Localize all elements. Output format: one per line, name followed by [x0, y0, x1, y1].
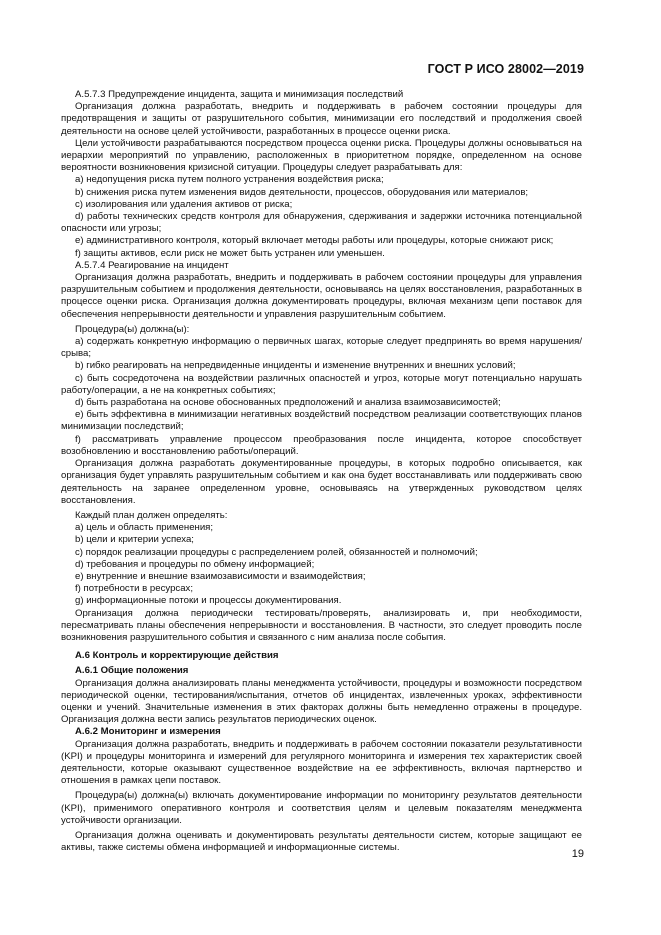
list-item: a) содержать конкретную информацию о первичных шагах, которые следует предпринять во время нарушения/срыва;: [61, 336, 582, 360]
list-item: a) недопущения риска путем полного устранения воздействия риска;: [75, 174, 384, 186]
subsection-heading: А.5.7.3 Предупреждение инцидента, защита и минимизация последствий: [75, 89, 404, 100]
list-item: b) цели и критерии успеха;: [75, 534, 194, 546]
list-item: f) рассматривать управление процессом преобразования после инцидента, которое способствует возобновлению и восстановлению работы/операций.: [61, 433, 582, 457]
paragraph: Цели устойчивости разрабатываются посредством процесса оценки риска. Процедуры должны основываться на иерархии мероприятий по управлению, расположенных в приоритетном порядке, определенном на основе вероятности возникновения кризисной ситуации. Процедуры следует разрабатывать для:: [61, 137, 582, 174]
section-heading: А.6 Контроль и корректирующие действия: [75, 650, 279, 662]
paragraph: Организация должна оценивать и документировать результаты деятельности систем, которые защищают ее активы, также системы обмена информацией и информационные системы.: [61, 829, 582, 854]
paragraph: Организация должна разработать, внедрить и поддерживать в рабочем состоянии процедуры для предотвращения и защиты от разрушительного события, минимизации его последствий и продолжения своей деятельности на основе целей устойчивости, разработанных в процессе оценки риска.: [61, 101, 582, 137]
list-item: e) быть эффективна в минимизации негативных воздействий посредством реализации соответствующих планов минимизации последствий;: [61, 409, 582, 433]
list-item: f) защиты активов, если риск не может быть устранен или уменьшен.: [75, 247, 385, 259]
list-item: d) требования и процедуры по обмену информацией;: [75, 558, 315, 570]
paragraph: Организация должна разработать, внедрить и поддерживать в рабочем состоянии показатели результативности (KPI) и процедуры мониторинга и измерений для регулярного мониторинга и измерения тех характеристик своей деятельности, которые оказывают существенное воздействие на ее эффективность, включая партнерство и отношения в рамках цепи поставок.: [61, 738, 582, 787]
list-item: b) снижения риска путем изменения видов деятельности, процессов, оборудования или материалов;: [75, 186, 529, 198]
subsection-heading: А.5.7.4 Реагирование на инцидент: [75, 259, 229, 271]
page-content: [61, 89, 582, 854]
list-item: d) работы технических средств контроля для обнаружения, сдерживания и задержки источника потенциальной опасности или угрозы;: [61, 211, 582, 235]
paragraph: Организация должна периодически тестировать/проверять, анализировать и, при необходимости, пересматривать планы обеспечения непрерывности и восстановления. В частности, это следует проводить после возникновения разрушительного события и связанного с ним анализа после события.: [61, 607, 582, 643]
list-item: d) быть разработана на основе обоснованных предположений и анализа взаимозависимостей;: [75, 397, 501, 409]
list-item: b) гибко реагировать на непредвиденные инциденты и изменение внутренних и внешних условий;: [75, 360, 516, 372]
section-heading: А.6.1 Общие положения: [75, 665, 189, 677]
list-item: e) внутренние и внешние взаимозависимости и взаимодействия;: [75, 570, 366, 582]
page-number: 19: [571, 848, 584, 860]
list-item: a) цель и область применения;: [75, 522, 214, 534]
paragraph: Организация должна разработать, внедрить и поддерживать в рабочем состоянии процедуры для управления разрушительным событием и продолжения деятельности, основываясь на целях восстановления, разработанных в процессе оценки риска. Организация должна документировать процедуры, включая механизм цепи поставок для обеспечения непрерывности деятельности и управления разрушительным событием.: [61, 272, 582, 320]
paragraph: Организация должна анализировать планы менеджмента устойчивости, процедуры и возможности посредством периодической оценки, тестирования/испытания, отчетов об инцидентах, извлеченных уроках, эффективности оценки и учений. Значительные изменения в этих факторах должны быть немедленно отражены в процедуре. Организация должна вести запись результатов периодических оценок.: [61, 677, 582, 726]
document-code: ГОСТ Р ИСО 28002—2019: [427, 62, 584, 76]
section-heading: А.6.2 Мониторинг и измерения: [75, 726, 221, 738]
paragraph: Организация должна разработать документированные процедуры, в которых подробно описывается, как организация будет управлять разрушительным событием и как она будет восстанавливать или поддерживать свою деятельность на заранее определенном уровне, основываясь на утвержденных руководством целях восстановления.: [61, 458, 582, 506]
list-item: e) административного контроля, который включает методы работы или процедуры, которые снижают риск;: [75, 235, 554, 247]
list-item: c) порядок реализации процедуры с распределением ролей, обязанностей и полномочий;: [75, 546, 478, 558]
paragraph: Процедура(ы) должна(ы):: [75, 323, 190, 335]
list-item: f) потребности в ресурсах;: [75, 583, 193, 595]
paragraph: Каждый план должен определять:: [75, 509, 228, 521]
paragraph: Процедура(ы) должна(ы) включать документирование информации по мониторингу результатов деятельности (KPI), применимого оперативного контроля и соответствия целям и целевым показателям менеджмента устойчивости организации.: [61, 790, 582, 826]
list-item: c) быть сосредоточена на воздействии различных опасностей и угроз, которые могут потенциально нарушать работу/операции, а не на конкретных событиях;: [61, 372, 582, 396]
list-item: g) информационные потоки и процессы документирования.: [75, 595, 342, 607]
list-item: c) изолирования или удаления активов от риска;: [75, 198, 293, 210]
